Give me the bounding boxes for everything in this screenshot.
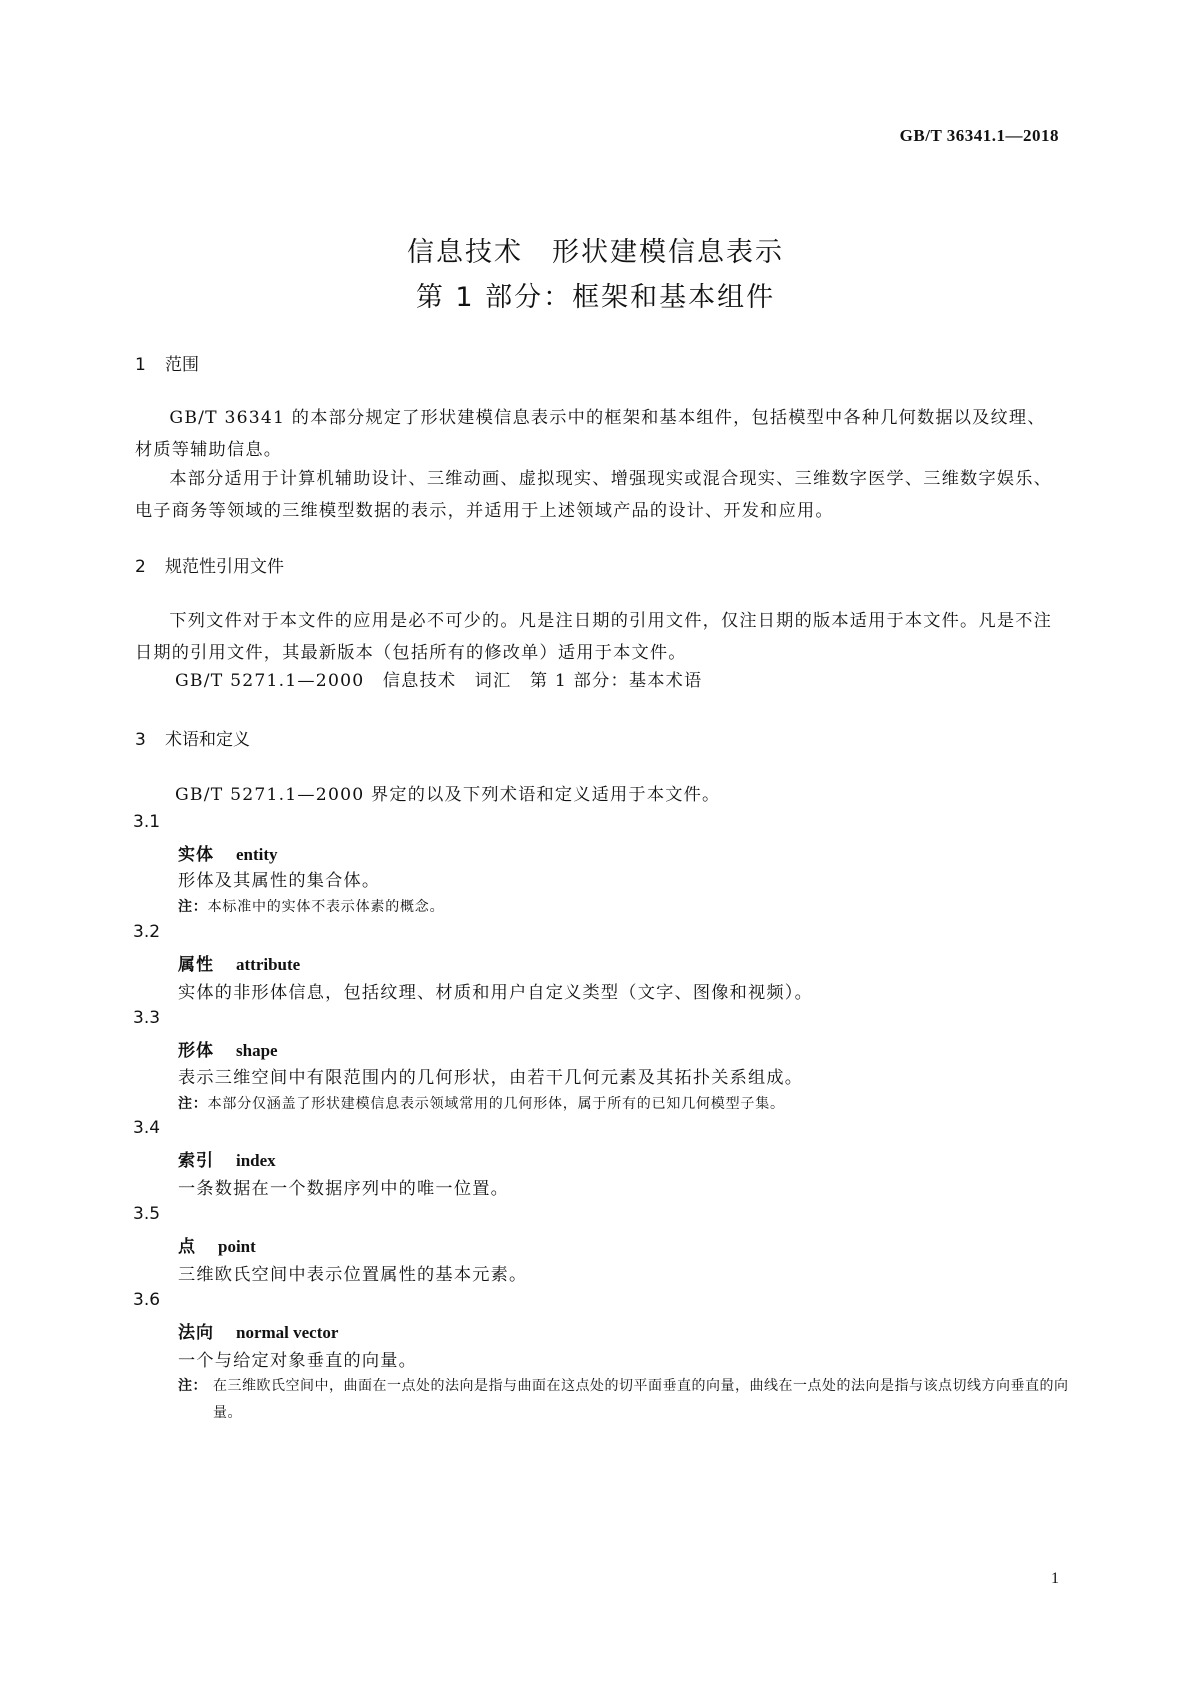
note-text: 在三维欧氏空间中，曲面在一点处的法向是指与曲面在这点处的切平面垂直的向量，曲线在一点处的法向是指与该点切线方向垂直的向量。 — [213, 1378, 1069, 1421]
term-zh: 点 — [178, 1237, 196, 1257]
paragraph: GB/T 36341 的本部分规定了形状建模信息表示中的框架和基本组件，包括模型中各种几何数据以及纹理、材质等辅助信息。 — [135, 408, 1046, 460]
section-number: 3 — [135, 730, 146, 750]
term-note — [178, 1093, 785, 1113]
paragraph: GB/T 5271.1—2000 界定的以及下列术语和定义适用于本文件。 — [175, 785, 721, 805]
term-heading — [178, 1036, 278, 1061]
term-zh: 实体 — [178, 845, 214, 865]
term-definition: 一条数据在一个数据序列中的唯一位置。 — [178, 1179, 509, 1199]
term-definition: 一个与给定对象垂直的向量。 — [178, 1351, 418, 1371]
section-title: 术语和定义 — [165, 730, 250, 750]
reference-item: GB/T 5271.1—2000 信息技术 词汇 第 1 部分：基本术语 — [175, 671, 703, 691]
term-zh: 法向 — [178, 1323, 214, 1343]
note-text: 本部分仅涵盖了形状建模信息表示领域常用的几何形体，属于所有的已知几何模型子集。 — [207, 1096, 785, 1112]
term-en: index — [236, 1151, 276, 1170]
note-label: 注： — [178, 1378, 207, 1394]
term-number: 3.6 — [133, 1290, 161, 1310]
term-en: point — [218, 1237, 256, 1256]
term-heading — [178, 1146, 276, 1171]
term-definition: 表示三维空间中有限范围内的几何形状，由若干几何元素及其拓扑关系组成。 — [178, 1068, 804, 1088]
section-number: 1 — [135, 355, 146, 375]
term-zh: 属性 — [178, 955, 214, 975]
term-definition: 三维欧氏空间中表示位置属性的基本元素。 — [178, 1265, 528, 1285]
note-label: 注： — [178, 1096, 208, 1112]
document-title: 信息技术 形状建模信息表示 — [407, 237, 784, 268]
note-text: 本标准中的实体不表示体素的概念。 — [207, 899, 445, 915]
paragraph: 本部分适用于计算机辅助设计、三维动画、虚拟现实、增强现实或混合现实、三维数字医学、三维数字娱乐、电子商务等领域的三维模型数据的表示，并适用于上述领域产品的设计、开发和应用。 — [135, 469, 1052, 521]
term-number: 3.3 — [133, 1008, 161, 1028]
term-en: shape — [236, 1041, 278, 1060]
section-heading-scope — [135, 350, 199, 375]
section-heading-terms — [135, 725, 250, 750]
term-zh: 形体 — [178, 1041, 214, 1061]
term-heading — [178, 840, 278, 865]
term-en: attribute — [236, 955, 301, 974]
term-note — [178, 1373, 1095, 1427]
term-number: 3.2 — [133, 922, 161, 942]
term-heading — [178, 950, 300, 975]
note-label: 注： — [178, 899, 208, 915]
term-number: 3.1 — [133, 812, 161, 832]
term-heading — [178, 1232, 256, 1257]
term-note — [178, 896, 444, 916]
document-subtitle: 第 1 部分：框架和基本组件 — [415, 282, 776, 313]
term-en: entity — [236, 845, 278, 864]
section-number: 2 — [135, 557, 146, 577]
term-en: normal vector — [236, 1323, 339, 1342]
section-title: 范围 — [165, 355, 199, 375]
paragraph: 下列文件对于本文件的应用是必不可少的。凡是注日期的引用文件，仅注日期的版本适用于本文件。凡是不注日期的引用文件，其最新版本（包括所有的修改单）适用于本文件。 — [135, 611, 1052, 663]
page-number: 1 — [1051, 1570, 1059, 1587]
section-title: 规范性引用文件 — [165, 557, 284, 577]
section-heading-normative-references — [135, 552, 284, 577]
term-definition: 形体及其属性的集合体。 — [178, 871, 381, 891]
term-heading — [178, 1318, 338, 1343]
term-definition: 实体的非形体信息，包括纹理、材质和用户自定义类型（文字、图像和视频）。 — [178, 983, 813, 1003]
term-number: 3.4 — [133, 1118, 161, 1138]
standard-number: GB/T 36341.1—2018 — [899, 126, 1059, 145]
term-zh: 索引 — [178, 1151, 214, 1171]
term-number: 3.5 — [133, 1204, 161, 1224]
